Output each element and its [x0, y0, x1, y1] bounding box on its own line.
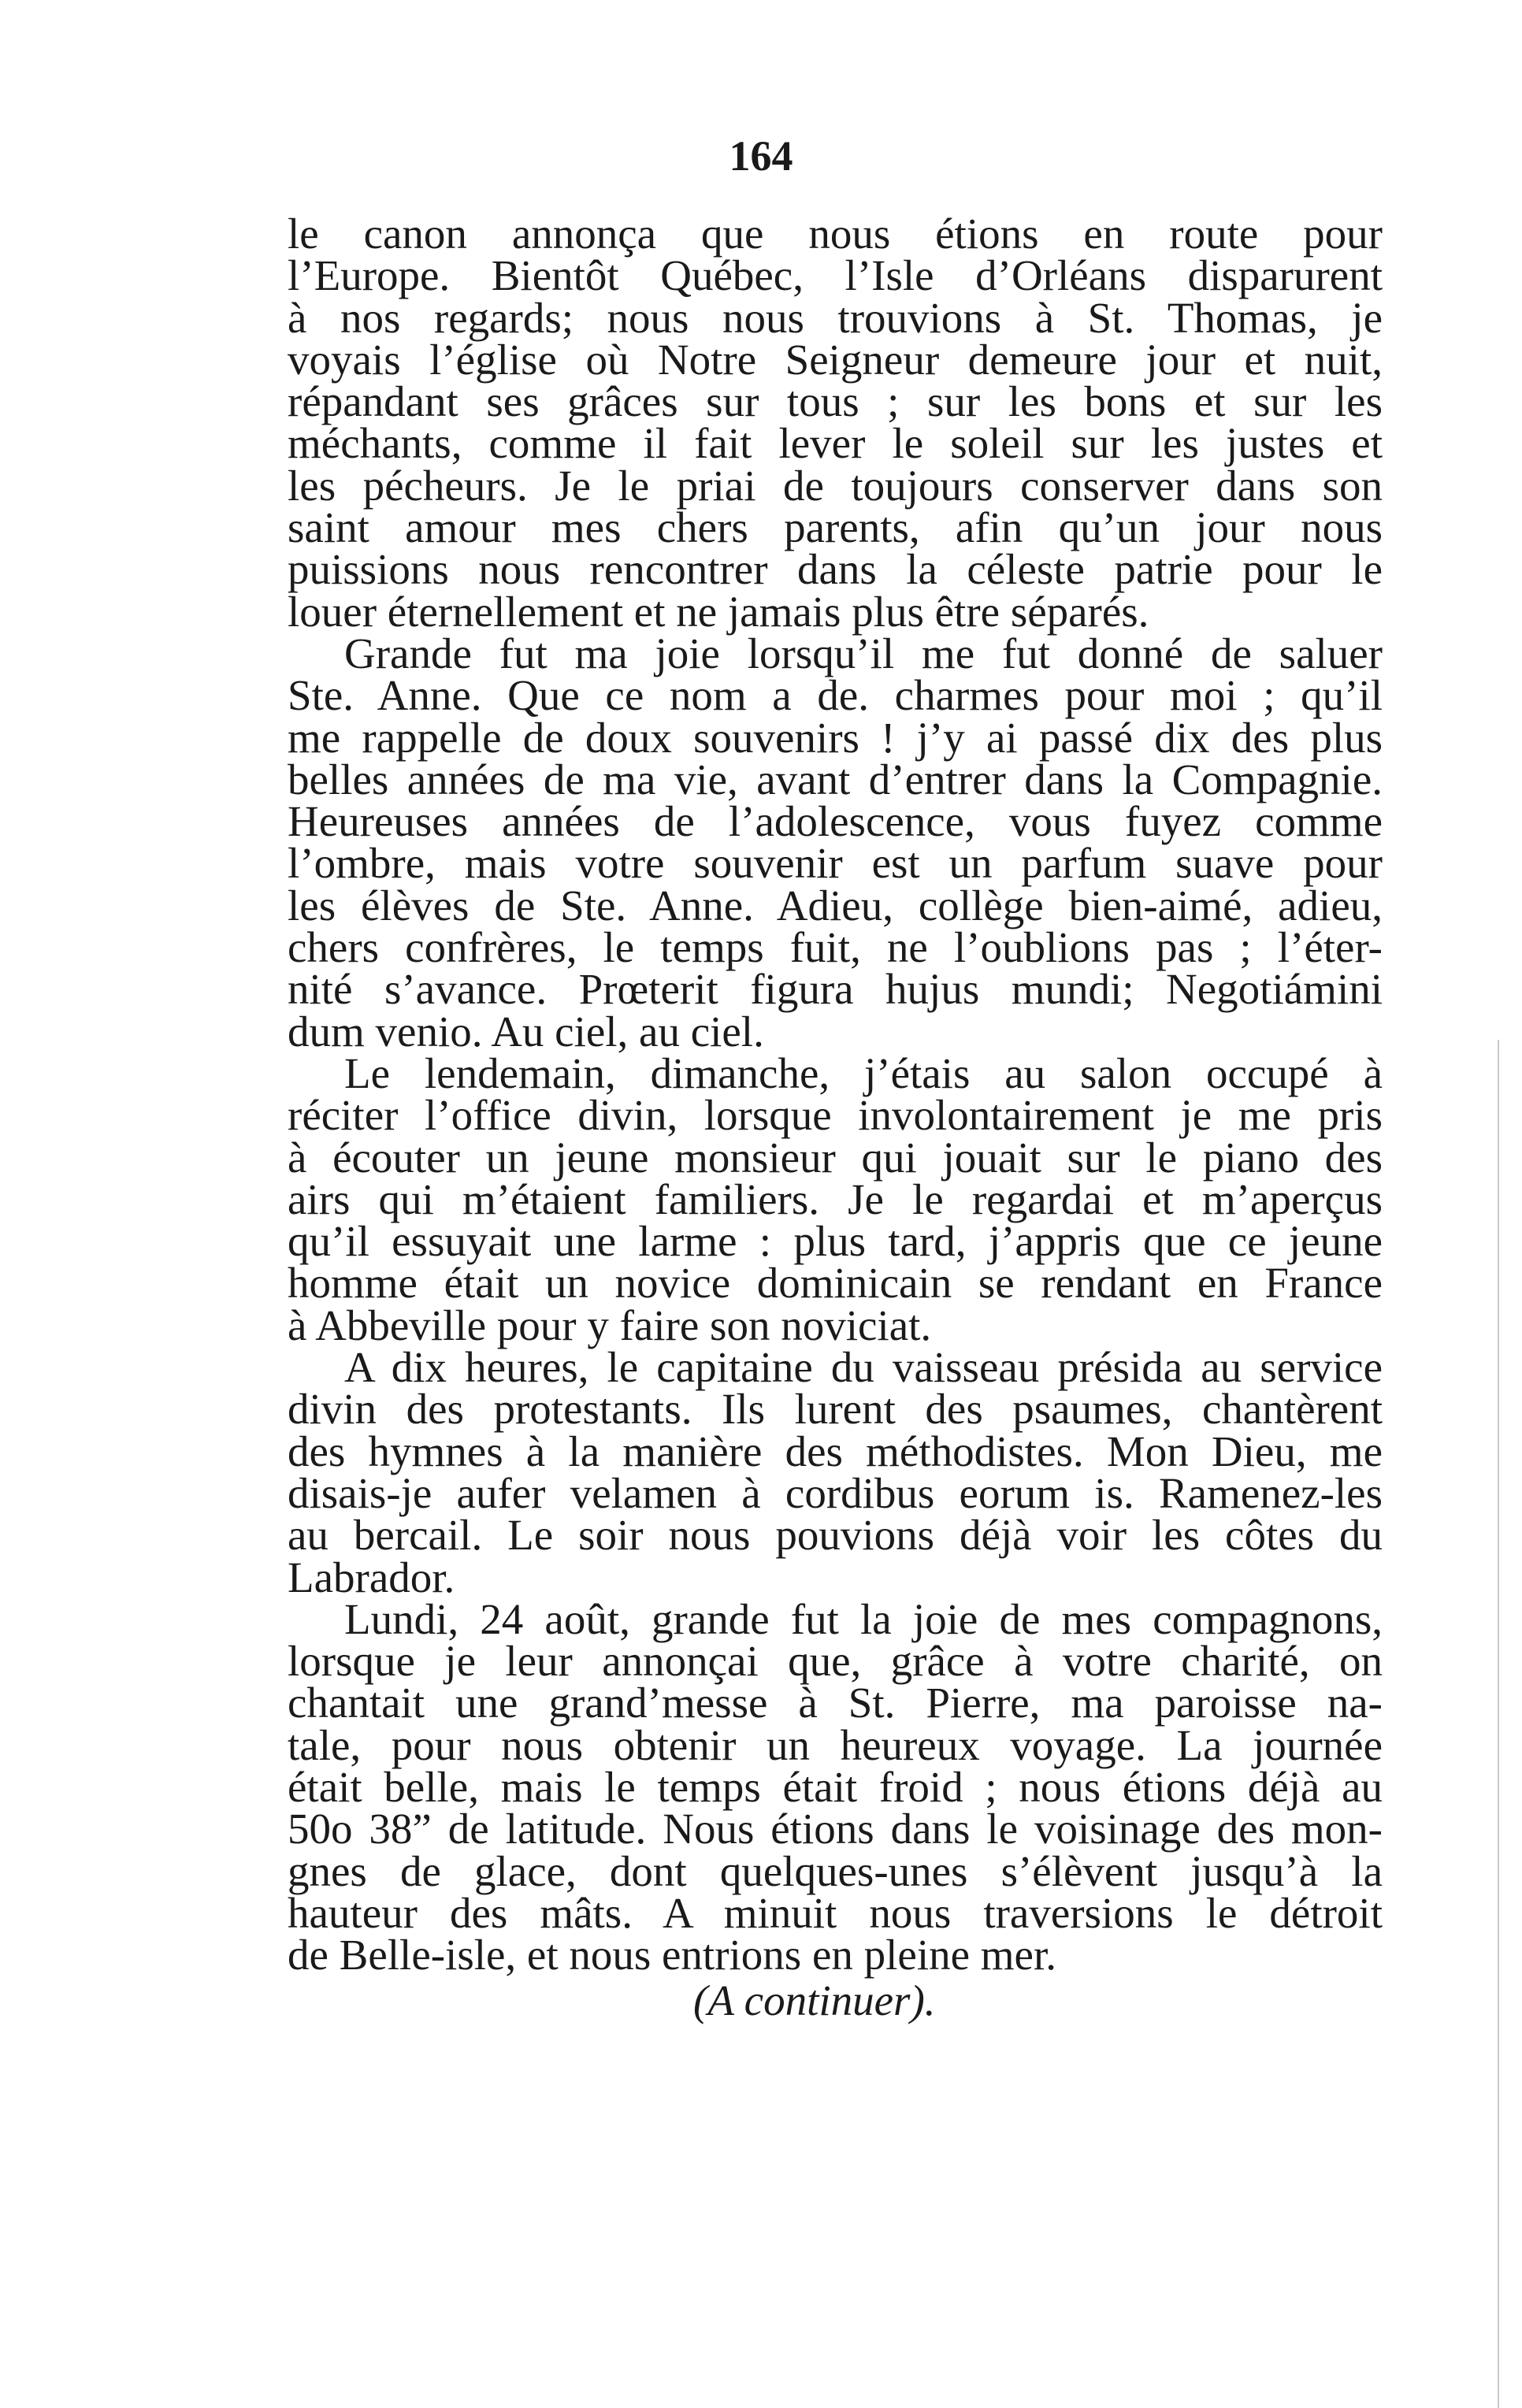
text-line: Le lendemain, dimanche, j’étais au salon occupé à — [344, 1048, 1383, 1097]
text-line: homme était un novice dominicain se rendant en France — [288, 1259, 1383, 1308]
text-line: à écouter un jeune monsieur qui jouait sur le piano des — [288, 1133, 1383, 1182]
text-line: belles années de ma vie, avant d’entrer dans la Compagnie. — [288, 755, 1383, 803]
text-line: à nos regards; nous nous trouvions à St. Thomas, je — [288, 293, 1383, 342]
text-line: répandant ses grâces sur tous ; sur les bons et sur les — [288, 377, 1383, 426]
text-line: disais-je aufer velamen à cordibus eorum is. Ramenez-les — [288, 1468, 1383, 1517]
text-line: chantait une grand’messe à St. Pierre, ma paroisse na- — [288, 1679, 1383, 1727]
text-line: tale, pour nous obtenir un heureux voyage. La journée — [288, 1720, 1383, 1769]
text-line: chers confrères, le temps fuit, ne l’oublions pas ; l’éter- — [288, 923, 1383, 972]
text-line: méchants, comme il fait lever le soleil sur les justes et — [288, 419, 1383, 468]
text-line: Heureuses années de l’adolescence, vous fuyez comme — [288, 797, 1383, 846]
text-line: puissions nous rencontrer dans la céleste patrie pour le — [288, 545, 1383, 594]
text-line: dum venio. Au ciel, au ciel. — [288, 1007, 764, 1056]
text-line: 50o 38” de latitude. Nous étions dans le voisinage des mon- — [288, 1805, 1383, 1853]
text-line: Ste. Anne. Que ce nom a de. charmes pour moi ; qu’il — [288, 671, 1383, 720]
text-line: louer éternellement et ne jamais plus être séparés. — [288, 587, 1149, 636]
paragraph — [288, 629, 1383, 1056]
paragraph — [288, 1343, 1383, 1601]
text-line: des hymnes à la manière des méthodistes. Mon Dieu, me — [288, 1427, 1383, 1475]
text-line: hauteur des mâts. A minuit nous traversions le détroit — [288, 1888, 1383, 1937]
text-line: l’ombre, mais votre souvenir est un parfum suave pour — [288, 839, 1383, 888]
paragraph — [288, 210, 1383, 636]
page-number: 164 — [729, 132, 793, 180]
body-text — [288, 210, 1383, 1979]
text-line: qu’il essuyait une larme : plus tard, j’appris que ce jeune — [288, 1217, 1383, 1266]
text-line: airs qui m’étaient familiers. Je le regardai et m’aperçus — [288, 1174, 1383, 1223]
page-edge-line — [1498, 1040, 1499, 2408]
text-line: Labrador. — [288, 1553, 455, 1601]
text-line: les pécheurs. Je le priai de toujours conserver dans son — [288, 461, 1383, 510]
text-line: lorsque je leur annonçai que, grâce à votre charité, on — [288, 1637, 1383, 1686]
text-line: était belle, mais le temps était froid ; nous étions déjà au — [288, 1762, 1383, 1811]
text-line: gnes de glace, dont quelques-unes s’élèvent jusqu’à la — [288, 1846, 1383, 1895]
text-line: le canon annonça que nous étions en route pour — [288, 210, 1383, 258]
text-line: l’Europe. Bientôt Québec, l’Isle d’Orléans disparurent — [288, 251, 1383, 300]
text-line: de Belle-isle, et nous entrions en pleine mer. — [288, 1931, 1056, 1979]
text-line: me rappelle de doux souvenirs ! j’y ai passé dix des plus — [288, 713, 1383, 762]
text-line: divin des protestants. Ils lurent des psaumes, chantèrent — [288, 1385, 1383, 1434]
paragraph — [288, 1594, 1383, 1979]
text-line: les élèves de Ste. Anne. Adieu, collège bien-aimé, adieu, — [288, 881, 1383, 929]
text-line: Lundi, 24 août, grande fut la joie de mes compagnons, — [344, 1594, 1383, 1643]
text-line: voyais l’église où Notre Seigneur demeure jour et nuit, — [288, 335, 1383, 384]
paragraph — [288, 1048, 1383, 1349]
text-line: saint amour mes chers parents, afin qu’un jour nous — [288, 503, 1383, 552]
text-line: au bercail. Le soir nous pouvions déjà voir les côtes du — [288, 1511, 1383, 1560]
text-line: Grande fut ma joie lorsqu’il me fut donné de saluer — [344, 629, 1383, 677]
text-line: réciter l’office divin, lorsque involontairement je me pris — [288, 1091, 1383, 1140]
text-line: à Abbeville pour y faire son noviciat. — [288, 1300, 932, 1349]
continuation-note: (A continuer). — [693, 1976, 936, 2024]
text-line: A dix heures, le capitaine du vaisseau présida au service — [344, 1343, 1383, 1392]
text-line: nité s’avance. Prœterit figura hujus mundi; Negotiámini — [288, 965, 1383, 1014]
